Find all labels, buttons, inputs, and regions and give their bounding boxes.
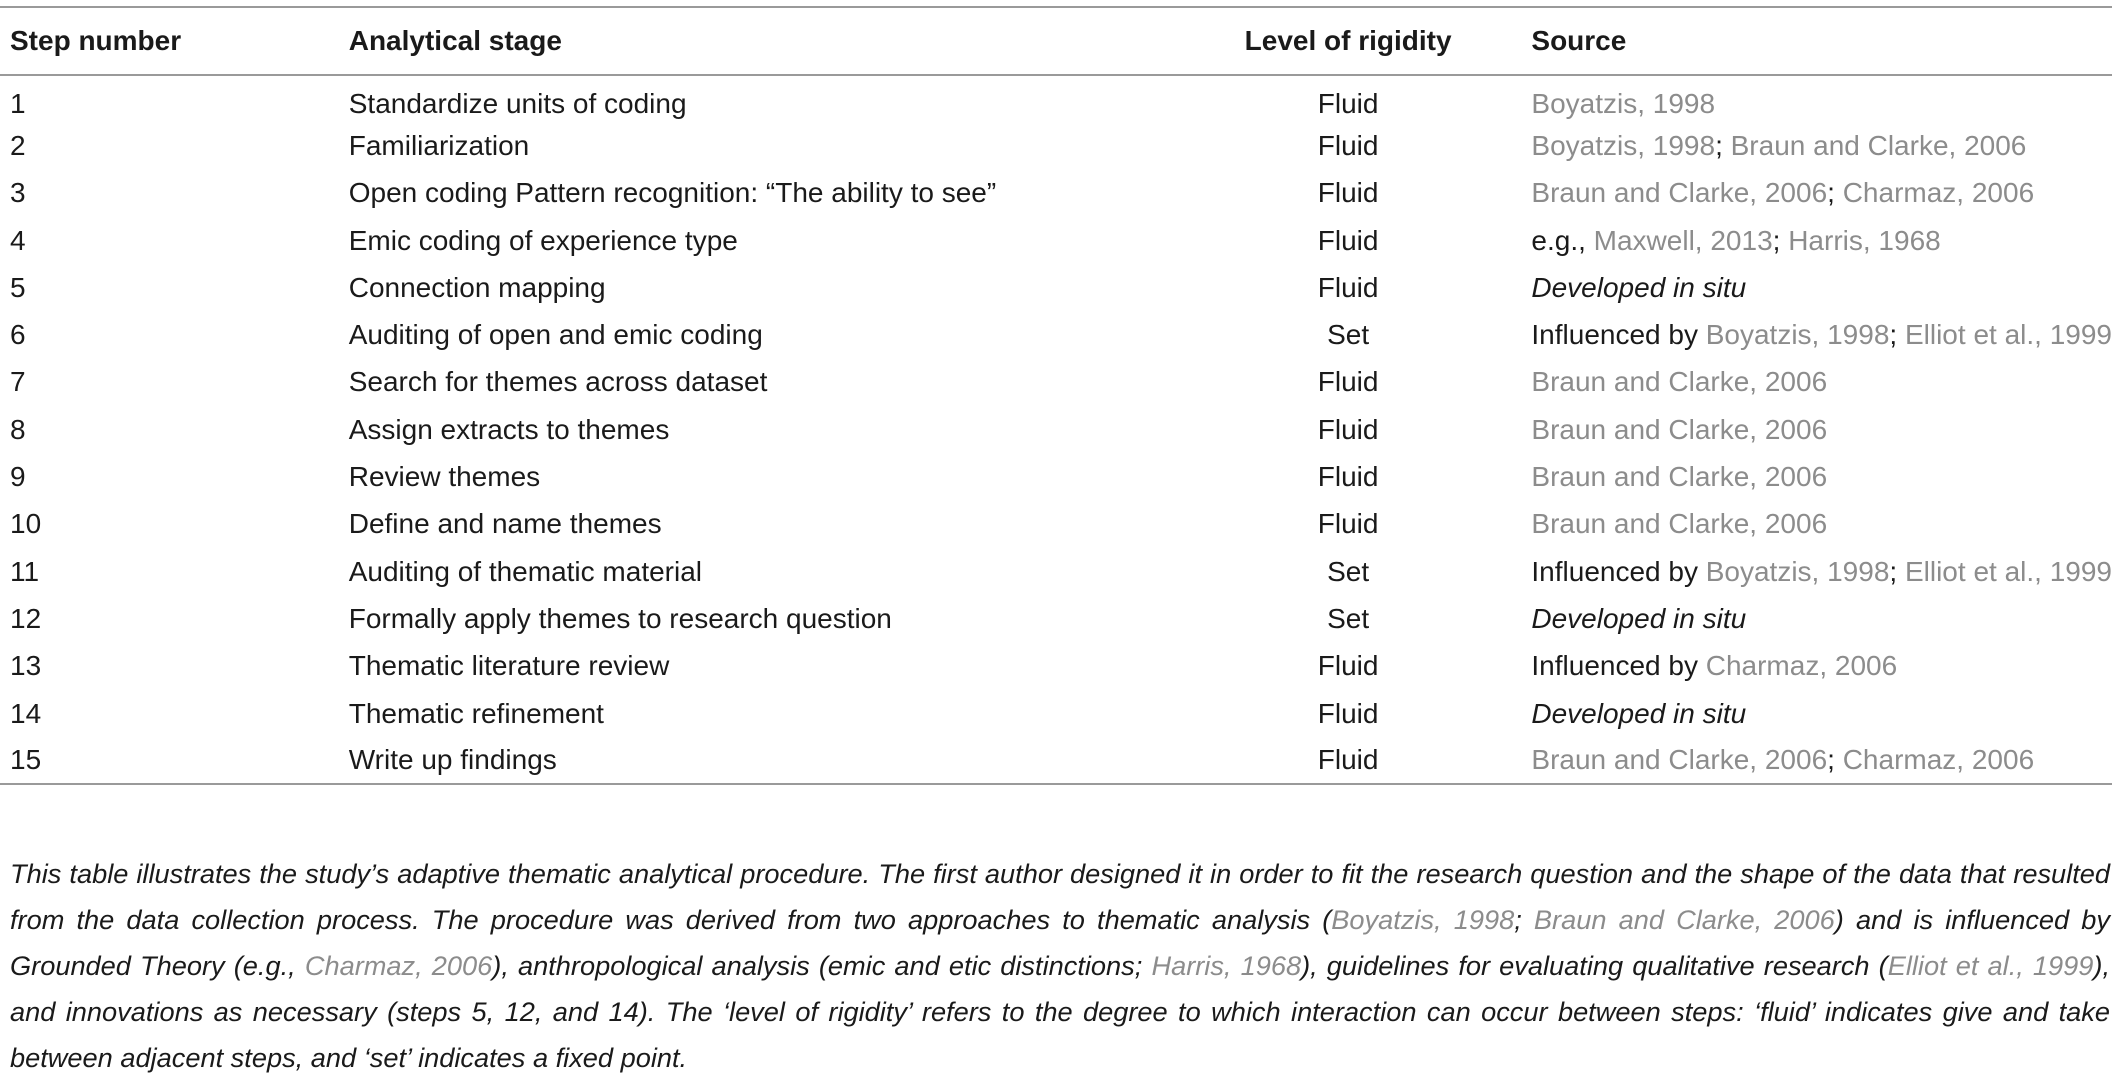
- table-header: [0, 7, 2112, 75]
- citation-link[interactable]: Charmaz, 2006: [1842, 744, 2035, 776]
- source-text: ;: [1772, 224, 1789, 256]
- citation-link[interactable]: Harris, 1968: [1788, 224, 1941, 256]
- analytical-stage-cell: Write up findings: [348, 744, 557, 776]
- analytical-stage-cell: Emic coding of experience type: [348, 224, 738, 256]
- step-number-cell: 3: [10, 177, 26, 209]
- citation-link[interactable]: Braun and Clarke, 2006: [1531, 366, 1828, 398]
- step-number-cell: 2: [10, 129, 26, 161]
- procedure-table: [0, 6, 2112, 785]
- rigidity-cell: Fluid: [1317, 650, 1379, 682]
- footnote-text: ;: [1514, 904, 1534, 936]
- table-row: [0, 690, 2112, 737]
- source-cell: [1531, 170, 2112, 217]
- source-cell: [1531, 737, 2112, 784]
- table-row: [0, 264, 2112, 311]
- header-row: [0, 7, 2112, 75]
- footnote-text: ), and innovations as necessary (steps 5, 12, and 14). The ‘level of rigidity’ refers to the degree to which interaction can occur between steps: ‘fluid’ indicates give and take between adjacent steps, and ‘set’ indicates a fixed point.: [10, 950, 2111, 1074]
- source-cell: [1531, 406, 2112, 453]
- citation-link[interactable]: Braun and Clarke, 2006: [1531, 744, 1828, 776]
- rigidity-cell: Fluid: [1317, 697, 1379, 729]
- source-cell: [1531, 359, 2112, 406]
- footnote-text: ) and is influenced by Grounded Theory (e.g.,: [10, 904, 2111, 982]
- citation-link[interactable]: Braun and Clarke, 2006: [1531, 508, 1828, 540]
- table-row: [0, 170, 2112, 217]
- footnote-citation-link[interactable]: Boyatzis, 1998: [1331, 904, 1515, 936]
- source-cell: [1531, 595, 2112, 642]
- footnote-citation-link[interactable]: Harris, 1968: [1151, 950, 1302, 982]
- table-row: [0, 311, 2112, 358]
- source-text: ;: [1889, 319, 1905, 351]
- rigidity-cell: Fluid: [1317, 271, 1379, 303]
- rigidity-cell: Fluid: [1317, 129, 1379, 161]
- header-level-of-rigidity: Level of rigidity: [1244, 25, 1452, 56]
- step-number-cell: 15: [10, 744, 42, 776]
- table-row: [0, 217, 2112, 264]
- citation-link[interactable]: Boyatzis, 1998: [1705, 555, 1890, 587]
- footnote-citation-link[interactable]: Braun and Clarke, 2006: [1533, 904, 1835, 936]
- citation-link[interactable]: Charmaz, 2006: [1842, 177, 2035, 209]
- citation-link[interactable]: Braun and Clarke, 2006: [1531, 413, 1828, 445]
- rigidity-cell: Fluid: [1317, 413, 1379, 445]
- citation-link[interactable]: Braun and Clarke, 2006: [1531, 177, 1828, 209]
- analytical-stage-cell: Connection mapping: [348, 271, 606, 303]
- rigidity-cell: Fluid: [1317, 88, 1379, 120]
- analytical-stage-cell: Define and name themes: [348, 508, 662, 540]
- source-cell: [1531, 690, 2112, 737]
- analytical-stage-cell: Formally apply themes to research question: [348, 602, 892, 634]
- rigidity-cell: Fluid: [1317, 224, 1379, 256]
- analytical-stage-cell: Review themes: [348, 461, 541, 493]
- table-row: [0, 75, 2112, 122]
- table-row: [0, 359, 2112, 406]
- developed-in-situ-text: Developed in situ: [1531, 602, 1747, 634]
- rigidity-cell: Set: [1327, 319, 1370, 351]
- step-number-cell: 14: [10, 697, 42, 729]
- footnote-text: ), guidelines for evaluating qualitative research (: [1301, 950, 1888, 982]
- analytical-stage-cell: Open coding Pattern recognition: “The ability to see”: [348, 177, 997, 209]
- step-number-cell: 7: [10, 366, 26, 398]
- table-row: [0, 643, 2112, 690]
- source-text: Influenced by: [1531, 555, 1706, 587]
- analytical-stage-cell: Familiarization: [348, 129, 530, 161]
- source-cell: [1531, 501, 2112, 548]
- citation-link[interactable]: Charmaz, 2006: [1705, 650, 1898, 682]
- citation-link[interactable]: Boyatzis, 1998: [1705, 319, 1890, 351]
- step-number-cell: 6: [10, 319, 26, 351]
- table-row: [0, 122, 2112, 169]
- rigidity-cell: Fluid: [1317, 744, 1379, 776]
- source-text: Influenced by: [1531, 650, 1706, 682]
- table-row: [0, 501, 2112, 548]
- citation-link[interactable]: Maxwell, 2013: [1593, 224, 1773, 256]
- footnote-text: This table illustrates the study’s adaptive thematic analytical procedure. The first author designed it in order to fit the research question and the shape of the data that resulted from the data collection process. The procedure was derived from two approaches to thematic analysis (: [10, 858, 2110, 936]
- header-analytical-stage: Analytical stage: [348, 25, 562, 56]
- analytical-stage-cell: Auditing of open and emic coding: [348, 319, 763, 351]
- table-row: [0, 548, 2112, 595]
- analytical-stage-cell: Thematic refinement: [348, 697, 604, 729]
- citation-link[interactable]: Braun and Clarke, 2006: [1730, 129, 2027, 161]
- footnote-citation-link[interactable]: Elliot et al., 1999: [1887, 950, 2094, 982]
- source-cell: [1531, 453, 2112, 500]
- analytical-stage-cell: Standardize units of coding: [348, 88, 687, 120]
- step-number-cell: 13: [10, 650, 42, 682]
- citation-link[interactable]: Boyatzis, 1998: [1531, 129, 1716, 161]
- source-text: ;: [1827, 744, 1843, 776]
- table-footnote: [10, 851, 2110, 1081]
- citation-link[interactable]: Elliot et al., 1999: [1904, 319, 2112, 351]
- source-cell: [1531, 217, 2112, 264]
- rigidity-cell: Fluid: [1317, 508, 1379, 540]
- step-number-cell: 10: [10, 508, 42, 540]
- table-row: [0, 453, 2112, 500]
- table-row: [0, 737, 2112, 784]
- table-body: [0, 75, 2112, 784]
- developed-in-situ-text: Developed in situ: [1531, 271, 1747, 303]
- citation-link[interactable]: Elliot et al., 1999: [1904, 555, 2112, 587]
- step-number-cell: 5: [10, 271, 26, 303]
- analytical-stage-cell: Search for themes across dataset: [348, 366, 768, 398]
- source-cell: [1531, 264, 2112, 311]
- step-number-cell: 12: [10, 602, 42, 634]
- analytical-stage-cell: Thematic literature review: [348, 650, 670, 682]
- analytical-stage-cell: Auditing of thematic material: [348, 555, 703, 587]
- source-cell: [1531, 311, 2112, 358]
- source-text: e.g.,: [1531, 224, 1594, 256]
- source-cell: [1531, 643, 2112, 690]
- analytical-stage-cell: Assign extracts to themes: [348, 413, 670, 445]
- step-number-cell: 8: [10, 413, 26, 445]
- footnote-citation-link[interactable]: Charmaz, 2006: [304, 950, 493, 982]
- header-step-number: Step number: [10, 25, 182, 56]
- step-number-cell: 9: [10, 461, 26, 493]
- source-text: ;: [1889, 555, 1905, 587]
- source-text: Influenced by: [1531, 319, 1706, 351]
- table-row: [0, 595, 2112, 642]
- rigidity-cell: Set: [1327, 602, 1370, 634]
- source-text: ;: [1827, 177, 1843, 209]
- table-row: [0, 406, 2112, 453]
- citation-link[interactable]: Braun and Clarke, 2006: [1531, 461, 1828, 493]
- step-number-cell: 1: [10, 88, 26, 120]
- header-source: Source: [1531, 25, 1627, 56]
- rigidity-cell: Fluid: [1317, 461, 1379, 493]
- developed-in-situ-text: Developed in situ: [1531, 697, 1747, 729]
- step-number-cell: 11: [10, 555, 40, 587]
- source-cell: [1531, 548, 2112, 595]
- rigidity-cell: Fluid: [1317, 177, 1379, 209]
- source-cell: [1531, 75, 2112, 122]
- source-cell: [1531, 122, 2112, 169]
- citation-link[interactable]: Boyatzis, 1998: [1531, 88, 1716, 120]
- step-number-cell: 4: [10, 224, 26, 256]
- source-text: ;: [1715, 129, 1731, 161]
- rigidity-cell: Fluid: [1317, 366, 1379, 398]
- rigidity-cell: Set: [1327, 555, 1370, 587]
- footnote-text: ), anthropological analysis (emic and etic distinctions;: [492, 950, 1152, 982]
